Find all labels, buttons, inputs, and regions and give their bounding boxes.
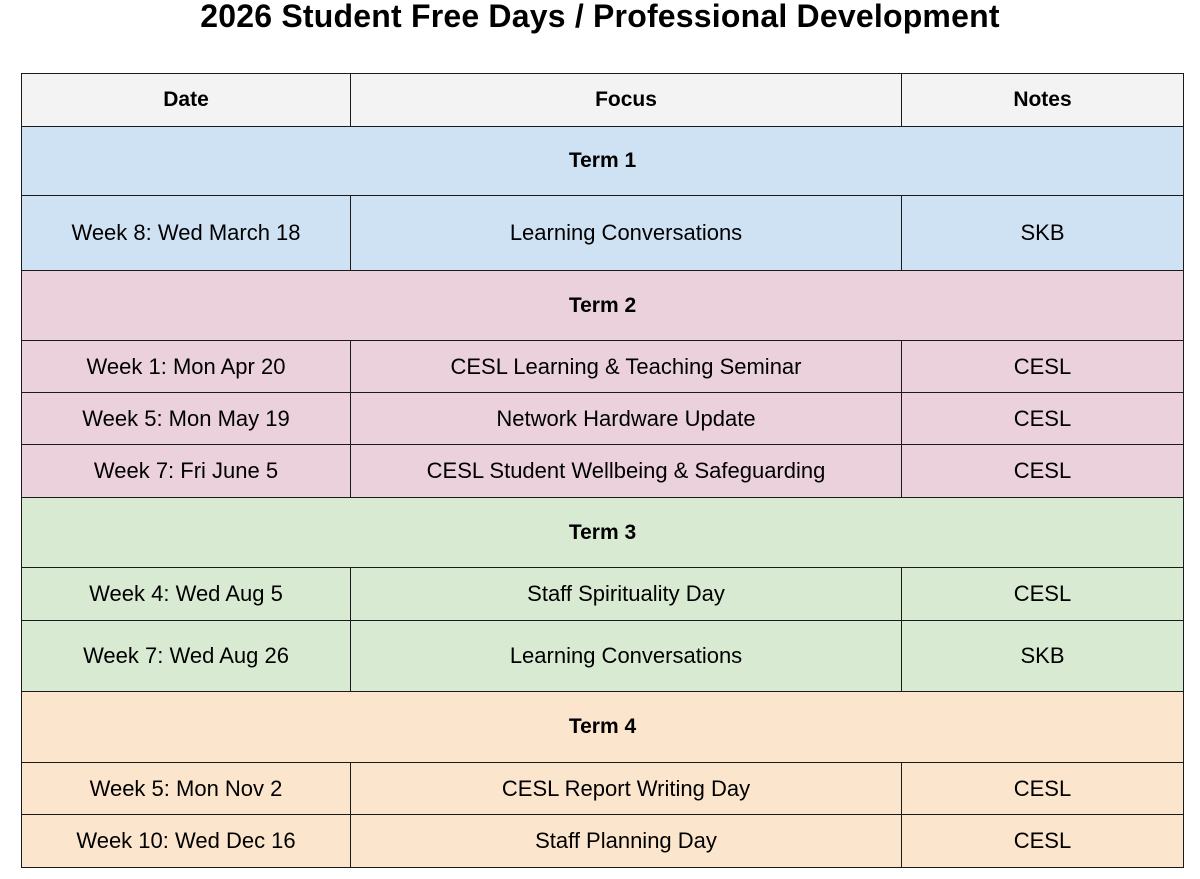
focus-cell: CESL Report Writing Day bbox=[351, 763, 902, 815]
term-heading: Term 2 bbox=[22, 271, 1184, 341]
column-header-date: Date bbox=[22, 74, 351, 127]
focus-cell: CESL Learning & Teaching Seminar bbox=[351, 341, 902, 393]
date-cell: Week 5: Mon May 19 bbox=[22, 393, 351, 445]
notes-cell: CESL bbox=[902, 341, 1184, 393]
term-heading-row bbox=[22, 271, 1184, 341]
term-heading: Term 4 bbox=[22, 692, 1184, 763]
date-cell: Week 7: Wed Aug 26 bbox=[22, 621, 351, 692]
date-cell: Week 4: Wed Aug 5 bbox=[22, 568, 351, 621]
table-row bbox=[22, 621, 1184, 692]
notes-cell: CESL bbox=[902, 445, 1184, 498]
focus-cell: Staff Planning Day bbox=[351, 815, 902, 868]
focus-cell: Learning Conversations bbox=[351, 196, 902, 271]
term-heading: Term 3 bbox=[22, 498, 1184, 568]
term-heading-row bbox=[22, 498, 1184, 568]
table-row bbox=[22, 341, 1184, 393]
focus-cell: CESL Student Wellbeing & Safeguarding bbox=[351, 445, 902, 498]
table-row bbox=[22, 393, 1184, 445]
date-cell: Week 10: Wed Dec 16 bbox=[22, 815, 351, 868]
term-heading-row bbox=[22, 127, 1184, 196]
notes-cell: CESL bbox=[902, 763, 1184, 815]
notes-cell: CESL bbox=[902, 815, 1184, 868]
date-cell: Week 7: Fri June 5 bbox=[22, 445, 351, 498]
page-title: 2026 Student Free Days / Professional Development bbox=[200, 0, 1000, 34]
notes-cell: CESL bbox=[902, 393, 1184, 445]
focus-cell: Network Hardware Update bbox=[351, 393, 902, 445]
header-row bbox=[22, 74, 1184, 127]
schedule-table bbox=[21, 73, 1184, 868]
focus-cell: Learning Conversations bbox=[351, 621, 902, 692]
notes-cell: CESL bbox=[902, 568, 1184, 621]
table-row bbox=[22, 815, 1184, 868]
table-row bbox=[22, 763, 1184, 815]
date-cell: Week 5: Mon Nov 2 bbox=[22, 763, 351, 815]
notes-cell: SKB bbox=[902, 196, 1184, 271]
column-header-focus: Focus bbox=[351, 74, 902, 127]
table-row bbox=[22, 196, 1184, 271]
term-heading: Term 1 bbox=[22, 127, 1184, 196]
notes-cell: SKB bbox=[902, 621, 1184, 692]
date-cell: Week 8: Wed March 18 bbox=[22, 196, 351, 271]
table-row bbox=[22, 445, 1184, 498]
focus-cell: Staff Spirituality Day bbox=[351, 568, 902, 621]
table-row bbox=[22, 568, 1184, 621]
date-cell: Week 1: Mon Apr 20 bbox=[22, 341, 351, 393]
term-heading-row bbox=[22, 692, 1184, 763]
column-header-notes: Notes bbox=[902, 74, 1184, 127]
